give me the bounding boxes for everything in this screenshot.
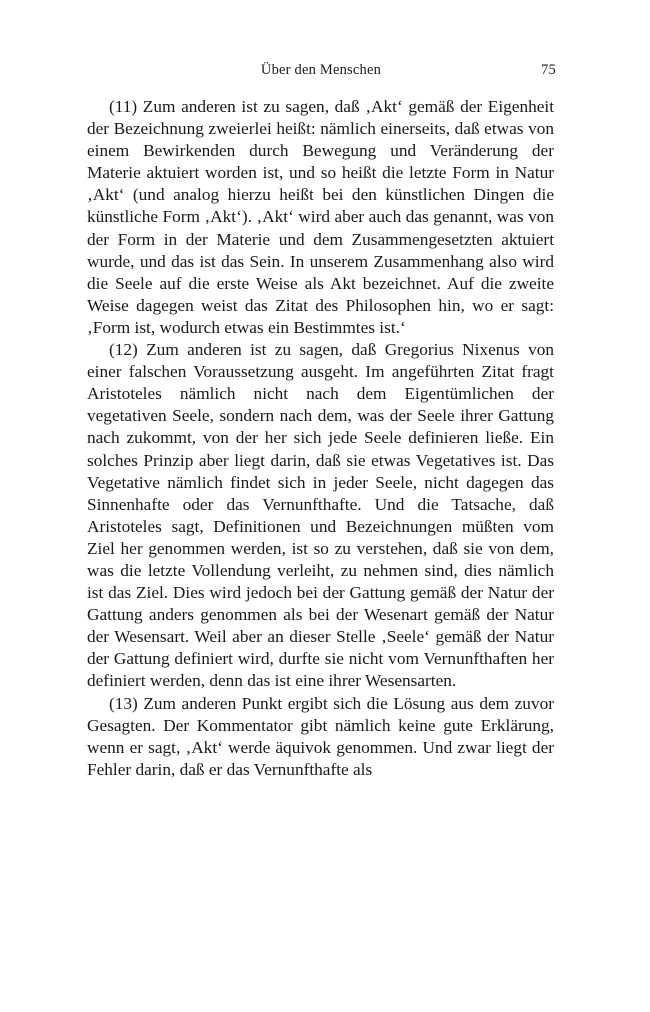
paragraph-12: (12) Zum anderen ist zu sagen, daß Gregorius Nixenus von einer falschen Voraussetzung ausgeht. Im angeführten Zitat fragt Aristoteles nämlich nicht nach dem Eigentümlichen der vegetativen Seele, sondern nach dem, was der Seele ihrer Gattung nach zukommt, von der her sich jede Seele definieren ließe. Ein solches Prinzip aber liegt darin, daß sie etwas Vegetatives ist. Das Vegetative nämlich findet sich in jeder Seele, nicht dagegen das Sinnenhafte oder das Vernunfthafte. Und die Tatsache, daß Aristoteles sagt, Definitionen und Bezeichnungen müßten vom Ziel her genommen werden, ist so zu verstehen, daß sie von dem, was die letzte Vollendung verleiht, zu nehmen sind, dies nämlich ist das Ziel. Dies wird jedoch bei der Gattung gemäß der Natur der Gattung anders genommen als bei der Wesenart gemäß der Natur der Wesensart. Weil aber an dieser Stelle ‚Seele‘ gemäß der Natur der Gattung definiert wird, durfte sie nicht vom Vernunfthaften her definiert werden, denn das ist eine ihrer Wesensarten. bbox=[87, 340, 554, 691]
paragraph-13: (13) Zum anderen Punkt ergibt sich die Lösung aus dem zuvor Gesagten. Der Kommentator gibt nämlich keine gute Erklärung, wenn er sagt, ‚Akt‘ werde äquivok genommen. Und zwar liegt der Fehler darin, daß er das Vernunfthafte als bbox=[87, 693, 554, 779]
page-number: 75 bbox=[541, 62, 556, 78]
paragraph-11: (11) Zum anderen ist zu sagen, daß ‚Akt‘ gemäß der Eigenheit der Bezeichnung zweierlei heißt: nämlich einerseits, daß etwas von einem Bewirkenden durch Bewegung und Veränderung der Materie aktuiert worden ist, und so heißt die letzte Form in Natur ‚Akt‘ (und analog hierzu heißt bei den künstlichen Dingen die künstliche Form ‚Akt‘). ‚Akt‘ wird aber auch das genannt, was von der Form in der Materie und dem Zusammengesetzten aktuiert wurde, und das ist das Sein. In unserem Zusammenhang also wird die Seele auf die erste Weise als Akt bezeichnet. Auf die zweite Weise dagegen weist das Zitat des Philosophen hin, wo er sagt: ‚Form ist, wodurch etwas ein Bestimmtes ist.‘ bbox=[87, 97, 554, 337]
body-text bbox=[87, 96, 554, 781]
running-title: Über den Menschen bbox=[260, 62, 382, 78]
running-header bbox=[86, 62, 556, 82]
